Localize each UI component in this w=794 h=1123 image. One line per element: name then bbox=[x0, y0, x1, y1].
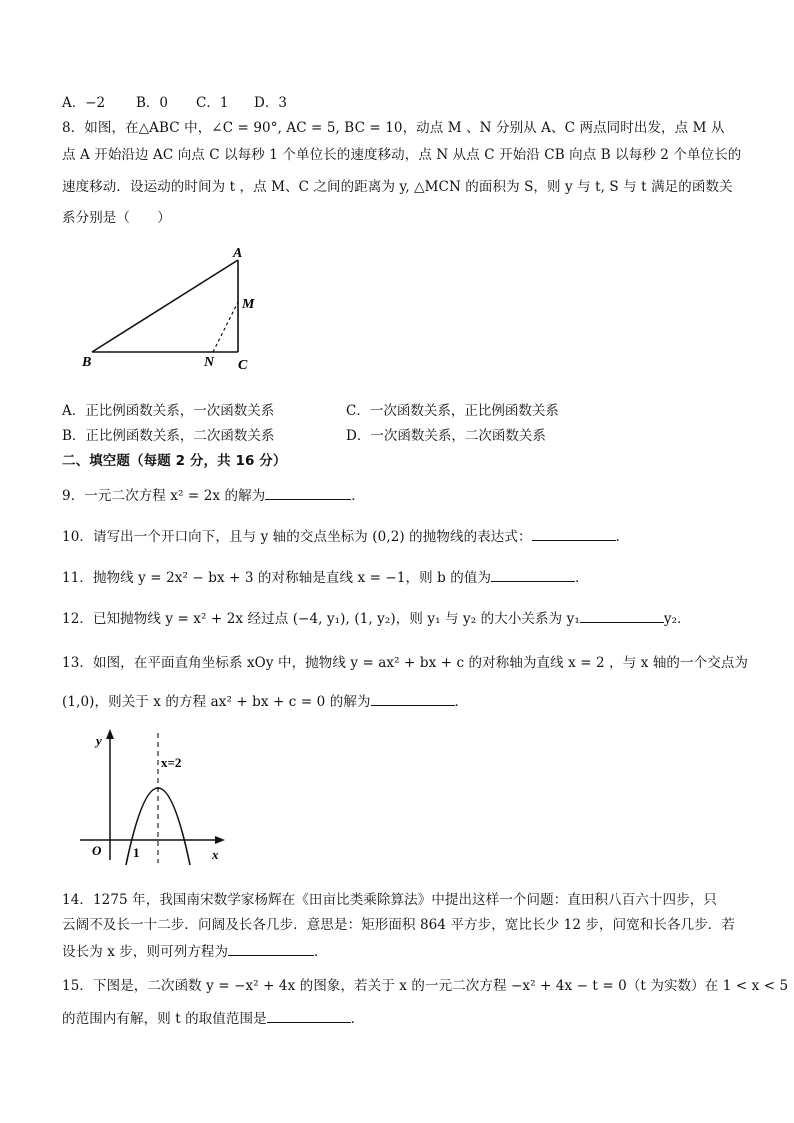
q8-line-4: 系分别是（ ） bbox=[62, 210, 171, 226]
label-origin: O bbox=[92, 843, 102, 858]
section-2-title: 二、填空题（每题 2 分，共 16 分） bbox=[62, 453, 287, 469]
label-c: C bbox=[238, 358, 248, 373]
q12-end: y₂． bbox=[663, 611, 691, 627]
q13-answer-blank[interactable] bbox=[371, 691, 455, 706]
q8-triangle-figure bbox=[80, 240, 270, 375]
y-axis-arrow-icon bbox=[106, 729, 114, 739]
q9-answer-blank[interactable] bbox=[265, 485, 351, 500]
q12-answer-blank[interactable] bbox=[580, 608, 664, 623]
q13-text: (1,0)，则关于 x 的方程 ax² + bx + c = 0 的解为 bbox=[62, 694, 371, 710]
q13-line-1: 13．如图，在平面直角坐标系 xOy 中，抛物线 y = ax² + bx + c 的对称轴为直线 x = 2 ，与 x 轴的一个交点为 bbox=[62, 655, 749, 671]
q9-text: 9．一元二次方程 x² = 2x 的解为 bbox=[62, 488, 266, 504]
label-a: A bbox=[233, 246, 243, 261]
q14-line-1: 14．1275 年，我国南宋数学家杨辉在《田亩比类乘除算法》中提出这样一个问题：直田积八百六十四步，只 bbox=[62, 892, 717, 908]
q7-option-d: D．3 bbox=[254, 95, 287, 111]
segment-mn bbox=[213, 302, 238, 352]
q14-line-3 bbox=[62, 940, 328, 960]
q8-line-3: 速度移动．设运动的时间为 t ，点 M、C 之间的距离为 y, △MCN 的面积为 S，则 y 与 t, S 与 t 满足的函数关 bbox=[62, 179, 733, 195]
q10-answer-blank[interactable] bbox=[532, 526, 616, 541]
q10-end: ． bbox=[615, 529, 630, 545]
label-b: B bbox=[82, 355, 92, 370]
q15-line-2 bbox=[62, 1007, 364, 1027]
label-one: 1 bbox=[133, 845, 140, 860]
q8-line-2: 点 A 开始沿边 AC 向点 C 以每秒 1 个单位长的速度移动，点 N 从点 C 开始沿 CB 向点 B 以每秒 2 个单位长的 bbox=[62, 147, 742, 163]
q10-text: 10．请写出一个开口向下，且与 y 轴的交点坐标为 (0,2) 的抛物线的表达式： bbox=[62, 529, 532, 545]
side-ab bbox=[92, 260, 238, 352]
q14-text: 设长为 x 步，则可列方程为 bbox=[62, 944, 229, 960]
q14-end: ． bbox=[314, 944, 328, 960]
q7-option-b: B．0 bbox=[136, 95, 169, 111]
label-y: y bbox=[96, 733, 102, 748]
q11-end: ． bbox=[575, 570, 589, 586]
q11-answer-blank[interactable] bbox=[491, 567, 575, 582]
q11 bbox=[62, 566, 589, 586]
q12-text: 12．已知抛物线 y = x² + 2x 经过点 (−4, y₁), (1, y₂)，则 y₁ 与 y₂ 的大小关系为 y₁ bbox=[62, 611, 580, 627]
q13-end: ． bbox=[454, 694, 469, 710]
q9 bbox=[62, 484, 365, 504]
q15-line-1: 15．下图是，二次函数 y = −x² + 4x 的图象，若关于 x 的一元二次方程 −x² + 4x − t = 0（t 为实数）在 1 < x < 5 bbox=[62, 978, 789, 994]
q7-option-a: A．−2 bbox=[62, 95, 106, 111]
q14-line-2: 云阔不及长一十二步．问阔及长各几步．意思是：矩形面积 864 平方步，宽比长少 12 步，问宽和长各几步．若 bbox=[62, 917, 736, 933]
q7-option-c: C．1 bbox=[196, 95, 229, 111]
label-x: x bbox=[212, 847, 219, 862]
q15-end: ． bbox=[350, 1011, 365, 1027]
q14-answer-blank[interactable] bbox=[228, 941, 314, 956]
q15-text: 的范围内有解，则 t 的取值范围是 bbox=[62, 1011, 267, 1027]
q13-parabola-figure bbox=[80, 725, 230, 870]
q8-option-b: B．正比例函数关系，二次函数关系 bbox=[62, 428, 275, 444]
q8-option-d: D．一次函数关系，二次函数关系 bbox=[346, 428, 546, 444]
q8-line-1: 8．如图，在△ABC 中，∠C = 90°, AC = 5, BC = 10，动点 M 、N 分别从 A、C 两点同时出发，点 M 从 bbox=[62, 120, 725, 136]
q11-text: 11．抛物线 y = 2x² − bx + 3 的对称轴是直线 x = −1，则 b 的值为 bbox=[62, 570, 492, 586]
q9-end: ． bbox=[351, 488, 365, 504]
q12 bbox=[62, 607, 691, 627]
label-n: N bbox=[204, 355, 215, 370]
q8-option-a: A．正比例函数关系，一次函数关系 bbox=[62, 403, 275, 419]
label-axis-eq: x=2 bbox=[161, 755, 182, 770]
q15-answer-blank[interactable] bbox=[267, 1008, 351, 1023]
q8-option-c: C．一次函数关系，正比例函数关系 bbox=[346, 403, 559, 419]
q10 bbox=[62, 525, 629, 545]
x-axis-arrow-icon bbox=[215, 836, 225, 844]
q13-line-2 bbox=[62, 690, 468, 710]
label-m: M bbox=[242, 297, 255, 312]
